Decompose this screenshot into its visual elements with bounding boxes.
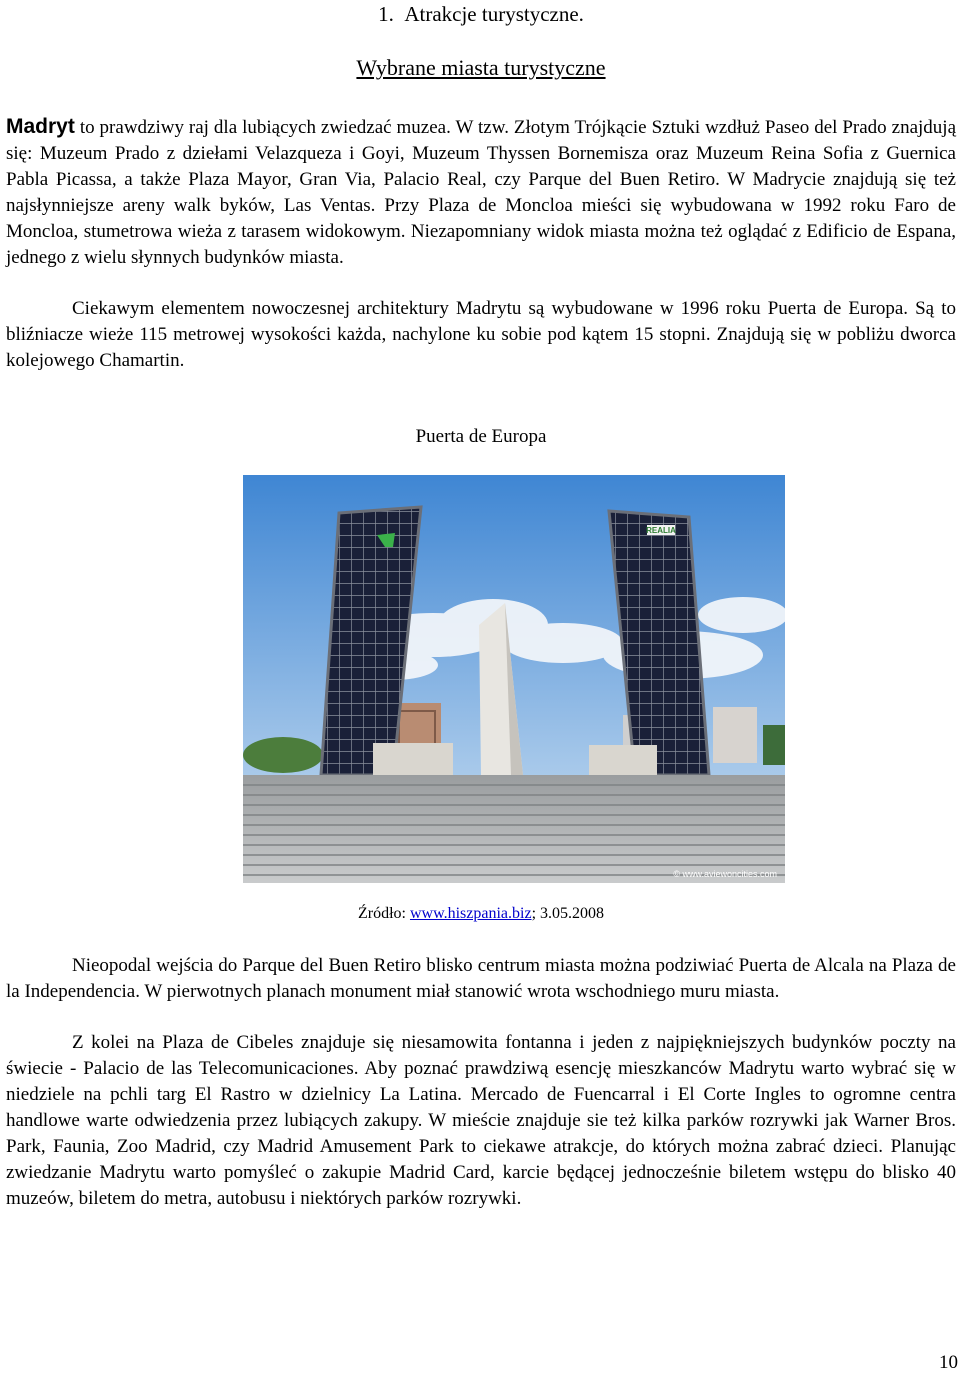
cibeles-paragraph: Z kolei na Plaza de Cibeles znajduje się niesamowita fontanna i jeden z najpiękniejszych budynków poczty na świecie - Palacio de las Telecomunicaciones. Aby poznać prawdziwą esencję mieszkanców Madrytu warto wybrać się w niedziele na pchli targ El Rastro w dzielnicy La Latina. Mercado de Fuencarral i El Corte Ingles to ogromne centra handlowe warte odwiedzenia przez lubiących zakupy. W mieście znajduje sie też kilka parków rozrywki jak Warner Bros. Park, Faunia, Zoo Madrid, czy Madrid Amusement Park to ciekawe atrakcje, do których można zabrać dzieci. Planując zwiedzanie Madrytu warto pomyśleć o zakupie Madrid Card, karcie będącej jednocześnie biletem wstępu do blisko 40 muzeów, biletem do metra, autobusu i niektórych parków rozrywki. — [6, 1032, 956, 1209]
subsection-heading: Wybrane miasta turystyczne — [356, 55, 606, 80]
tower-sign: REALIA — [646, 526, 676, 535]
puerta-paragraph: Ciekawym elementem nowoczesnej architektury Madrytu są wybudowane w 1996 roku Puerta de Europa. Są to bliźniacze wieże 115 metrowej wysokości każda, nachylone ku sobie pod kątem 15 stopni. Znajdują się w pobliżu dworca kolejowego Chamartin. — [6, 298, 956, 371]
right-plinth — [589, 745, 657, 777]
left-plinth — [373, 743, 453, 777]
source-label: Źródło: — [357, 905, 410, 922]
page-number: 10 — [939, 1352, 958, 1373]
section-number: 1. — [378, 2, 394, 26]
section-title: Atrakcje turystyczne. — [404, 2, 584, 26]
puerta-de-europa-photo — [243, 475, 785, 883]
section-heading — [6, 2, 956, 27]
source-link[interactable]: www.hiszpania.biz — [409, 905, 532, 922]
alcala-paragraph: Nieopodal wejścia do Parque del Buen Retiro blisko centrum miasta można podziwiać Puerta de Alcala na Plaza de la Independencia. W pierwotnych planach monument miał stanowić wrota wschodniego muru miasta. — [6, 955, 956, 1002]
intro-paragraph — [6, 114, 956, 271]
photo-watermark: © www.aviewoncities.com — [673, 869, 777, 879]
source-date: ; 3.05.2008 — [531, 905, 605, 922]
photo-illustration — [243, 475, 785, 883]
photo-caption: Puerta de Europa — [415, 426, 547, 447]
intro-text: to prawdziwy raj dla lubiących zwiedzać muzea. W tzw. Złotym Trójkącie Sztuki wzdłuż Paseo del Prado znajdują się: Muzeum Prado z dziełami Velazqueza i Goyi, Muzeum Thyssen Bornemisza oraz Muzeum Reina Sofia z Guernica Pabla Picassa, a także Plaza Mayor, Gran Via, Palacio Real, czy Parque del Buen Retiro. W Madrycie znajdują się też najsłynniejsze areny walk byków, Las Ventas. Przy Plaza de Moncloa mieści się wybudowana w 1992 roku Faro de Moncloa, stumetrowa wieża z tarasem widokowym. Niezapomniany widok miasta można też oglądać z Edificio de Espana, jednego z wielu słynnych budynków miasta. — [6, 117, 956, 268]
photo-source — [6, 905, 956, 923]
stairs — [243, 775, 785, 883]
intro-lead-word: Madryt — [6, 115, 75, 138]
